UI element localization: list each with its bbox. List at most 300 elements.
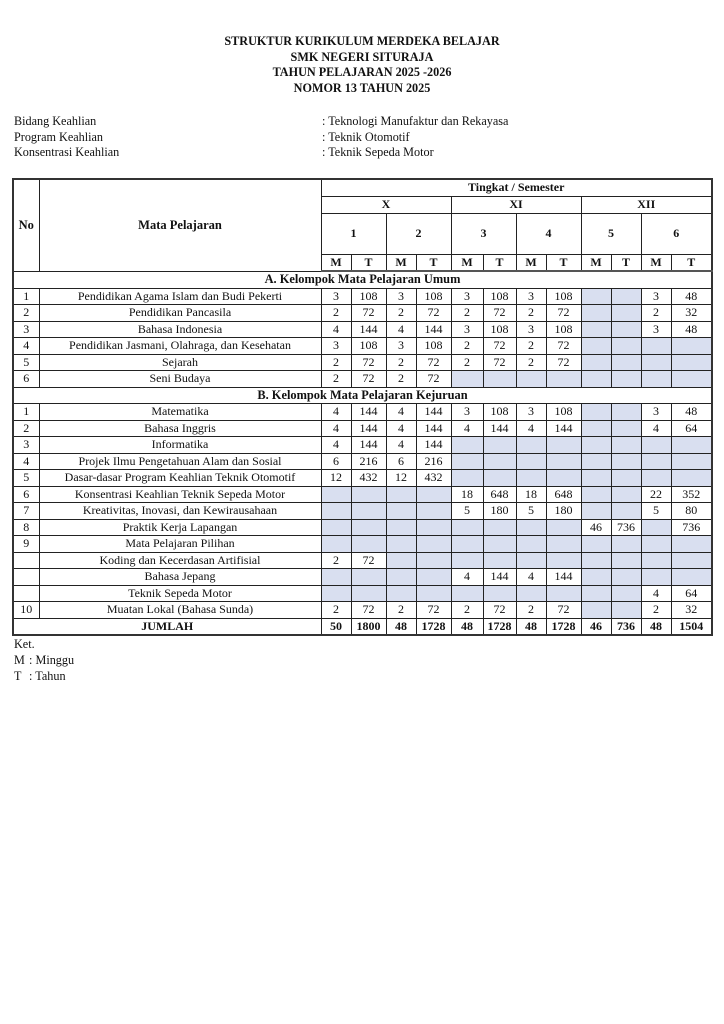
total-cell: 48 <box>451 618 483 635</box>
hours-year-cell: 108 <box>416 338 451 355</box>
hours-year-cell: 144 <box>351 437 386 454</box>
hours-week-cell: 4 <box>386 437 416 454</box>
legend-item <box>14 669 74 685</box>
hours-year-cell: 144 <box>416 420 451 437</box>
hours-year-cell: 32 <box>671 602 712 619</box>
total-cell: 1800 <box>351 618 386 635</box>
subject-name: Pendidikan Jasmani, Olahraga, dan Kesehatan <box>39 338 321 355</box>
hours-year-cell <box>611 338 641 355</box>
hours-year-cell <box>611 503 641 520</box>
hours-week-cell: 4 <box>641 585 671 602</box>
hours-week-cell: 3 <box>451 321 483 338</box>
hours-year-cell <box>483 371 516 388</box>
header-semester: 5 <box>581 213 641 254</box>
hours-year-cell: 144 <box>351 404 386 421</box>
hours-week-cell <box>581 305 611 322</box>
header-grade: XI <box>451 196 581 213</box>
hours-year-cell <box>546 552 581 569</box>
hours-week-cell <box>321 569 351 586</box>
hours-week-cell: 22 <box>641 486 671 503</box>
hours-week-cell: 3 <box>516 321 546 338</box>
hours-year-cell <box>416 503 451 520</box>
hours-week-cell: 2 <box>451 338 483 355</box>
row-number: 2 <box>13 305 39 322</box>
hours-week-cell: 5 <box>516 503 546 520</box>
legend <box>14 637 74 684</box>
hours-week-cell <box>581 420 611 437</box>
hours-year-cell: 352 <box>671 486 712 503</box>
hours-week-cell: 4 <box>321 404 351 421</box>
hours-week-cell: 4 <box>451 420 483 437</box>
hours-year-cell <box>671 569 712 586</box>
hours-week-cell: 3 <box>516 404 546 421</box>
hours-year-cell <box>546 585 581 602</box>
hours-year-cell <box>671 371 712 388</box>
table-row <box>13 437 712 454</box>
header-grade: XII <box>581 196 712 213</box>
hours-year-cell <box>351 585 386 602</box>
legend-value: : Tahun <box>29 668 66 683</box>
hours-week-cell: 18 <box>516 486 546 503</box>
row-number: 6 <box>13 486 39 503</box>
hours-week-cell <box>516 437 546 454</box>
hours-week-cell: 2 <box>386 371 416 388</box>
subject-name: Mata Pelajaran Pilihan <box>39 536 321 553</box>
total-row <box>13 618 712 635</box>
row-number: 3 <box>13 321 39 338</box>
hours-week-cell: 4 <box>321 420 351 437</box>
hours-week-cell <box>581 602 611 619</box>
hours-week-cell: 2 <box>321 602 351 619</box>
table-row <box>13 602 712 619</box>
hours-week-cell <box>386 552 416 569</box>
hours-week-cell: 6 <box>321 453 351 470</box>
group-title: A. Kelompok Mata Pelajaran Umum <box>13 271 712 288</box>
subject-name: Matematika <box>39 404 321 421</box>
subject-name: Informatika <box>39 437 321 454</box>
hours-year-cell: 648 <box>546 486 581 503</box>
hours-week-cell <box>451 470 483 487</box>
hours-week-cell <box>321 585 351 602</box>
hours-year-cell: 180 <box>483 503 516 520</box>
hours-year-cell <box>611 470 641 487</box>
hours-year-cell <box>611 585 641 602</box>
hours-week-cell <box>451 519 483 536</box>
table-row <box>13 536 712 553</box>
info-value: : Teknik Sepeda Motor <box>322 145 434 159</box>
hours-week-cell: 3 <box>386 338 416 355</box>
title-line: TAHUN PELAJARAN 2025 -2026 <box>272 65 452 79</box>
hours-year-cell <box>611 288 641 305</box>
hours-year-cell <box>671 536 712 553</box>
hours-week-cell: 3 <box>321 338 351 355</box>
table-row <box>13 552 712 569</box>
hours-year-cell <box>546 437 581 454</box>
total-cell: 1728 <box>483 618 516 635</box>
hours-week-cell <box>581 371 611 388</box>
hours-year-cell: 72 <box>546 338 581 355</box>
hours-week-cell: 4 <box>321 437 351 454</box>
legend-key: M <box>14 652 25 667</box>
header-t: T <box>483 254 516 271</box>
table-row <box>13 305 712 322</box>
total-cell: 1504 <box>671 618 712 635</box>
hours-week-cell: 2 <box>516 354 546 371</box>
row-number: 4 <box>13 453 39 470</box>
hours-year-cell: 648 <box>483 486 516 503</box>
row-number: 9 <box>13 536 39 553</box>
subject-name: Bahasa Inggris <box>39 420 321 437</box>
subject-name: Bahasa Indonesia <box>39 321 321 338</box>
legend-key: T <box>14 668 22 683</box>
hours-week-cell <box>451 371 483 388</box>
hours-year-cell: 72 <box>416 371 451 388</box>
row-number <box>13 569 39 586</box>
hours-week-cell <box>386 503 416 520</box>
hours-week-cell: 5 <box>451 503 483 520</box>
title-line: NOMOR 13 TAHUN 2025 <box>293 80 431 95</box>
hours-year-cell <box>416 519 451 536</box>
hours-year-cell: 144 <box>483 569 516 586</box>
hours-year-cell <box>351 519 386 536</box>
subject-name: Konsentrasi Keahlian Teknik Sepeda Motor <box>39 486 321 503</box>
hours-year-cell: 108 <box>546 288 581 305</box>
hours-week-cell: 12 <box>386 470 416 487</box>
hours-year-cell: 48 <box>671 321 712 338</box>
row-number: 1 <box>13 404 39 421</box>
subject-name: Kreativitas, Inovasi, dan Kewirausahaan <box>39 503 321 520</box>
hours-year-cell <box>611 321 641 338</box>
hours-year-cell <box>611 371 641 388</box>
hours-week-cell <box>451 437 483 454</box>
table-row <box>13 371 712 388</box>
hours-year-cell: 108 <box>416 288 451 305</box>
hours-week-cell <box>581 503 611 520</box>
hours-year-cell <box>611 536 641 553</box>
legend-value: : Minggu <box>29 652 75 667</box>
hours-year-cell: 108 <box>483 321 516 338</box>
total-cell: 50 <box>321 618 351 635</box>
hours-year-cell <box>546 470 581 487</box>
info-label: Konsentrasi Keahlian <box>14 145 120 159</box>
hours-year-cell <box>611 569 641 586</box>
header-t: T <box>416 254 451 271</box>
hours-week-cell <box>641 437 671 454</box>
hours-week-cell <box>581 470 611 487</box>
hours-year-cell <box>611 453 641 470</box>
hours-year-cell: 72 <box>483 602 516 619</box>
header-grade: X <box>321 196 451 213</box>
hours-week-cell <box>386 585 416 602</box>
row-number: 2 <box>13 420 39 437</box>
header-m: M <box>641 254 671 271</box>
total-cell: 1728 <box>546 618 581 635</box>
hours-year-cell: 144 <box>351 420 386 437</box>
hours-year-cell <box>483 453 516 470</box>
hours-year-cell <box>611 486 641 503</box>
total-cell: 1728 <box>416 618 451 635</box>
hours-week-cell: 4 <box>386 404 416 421</box>
hours-week-cell: 3 <box>641 288 671 305</box>
subject-name: Bahasa Jepang <box>39 569 321 586</box>
row-number: 4 <box>13 338 39 355</box>
hours-week-cell <box>516 519 546 536</box>
hours-year-cell <box>671 453 712 470</box>
hours-week-cell: 2 <box>641 602 671 619</box>
hours-week-cell <box>581 354 611 371</box>
hours-week-cell: 2 <box>386 602 416 619</box>
hours-week-cell <box>581 437 611 454</box>
header-no: No <box>13 179 39 271</box>
row-number: 6 <box>13 371 39 388</box>
hours-year-cell <box>483 585 516 602</box>
table-row <box>13 420 712 437</box>
hours-week-cell <box>581 453 611 470</box>
hours-week-cell: 18 <box>451 486 483 503</box>
subject-name: Muatan Lokal (Bahasa Sunda) <box>39 602 321 619</box>
hours-week-cell <box>386 536 416 553</box>
header-t: T <box>671 254 712 271</box>
hours-week-cell: 2 <box>386 354 416 371</box>
subject-name: Pendidikan Agama Islam dan Budi Pekerti <box>39 288 321 305</box>
info-value: : Teknologi Manufaktur dan Rekayasa <box>322 114 509 128</box>
hours-year-cell: 144 <box>416 321 451 338</box>
hours-year-cell <box>671 354 712 371</box>
header-t: T <box>611 254 641 271</box>
header-m: M <box>321 254 351 271</box>
table-row <box>13 585 712 602</box>
hours-year-cell <box>483 519 516 536</box>
hours-year-cell <box>483 437 516 454</box>
hours-week-cell <box>451 453 483 470</box>
curriculum-table <box>12 178 713 636</box>
hours-year-cell: 144 <box>546 420 581 437</box>
hours-week-cell <box>386 519 416 536</box>
row-number: 1 <box>13 288 39 305</box>
hours-year-cell <box>611 354 641 371</box>
hours-week-cell: 2 <box>321 552 351 569</box>
hours-year-cell <box>546 519 581 536</box>
row-number: 5 <box>13 354 39 371</box>
hours-year-cell: 108 <box>546 321 581 338</box>
hours-year-cell: 72 <box>416 354 451 371</box>
hours-week-cell: 4 <box>321 321 351 338</box>
hours-year-cell: 108 <box>546 404 581 421</box>
hours-week-cell: 12 <box>321 470 351 487</box>
hours-year-cell: 64 <box>671 585 712 602</box>
hours-year-cell: 48 <box>671 288 712 305</box>
hours-week-cell: 2 <box>451 354 483 371</box>
hours-year-cell: 72 <box>351 602 386 619</box>
hours-week-cell <box>321 519 351 536</box>
hours-year-cell: 144 <box>483 420 516 437</box>
hours-year-cell <box>671 552 712 569</box>
hours-week-cell <box>581 288 611 305</box>
hours-week-cell <box>581 338 611 355</box>
table-row <box>13 503 712 520</box>
hours-year-cell <box>671 470 712 487</box>
hours-year-cell <box>416 585 451 602</box>
hours-year-cell: 64 <box>671 420 712 437</box>
group-title: B. Kelompok Mata Pelajaran Kejuruan <box>13 387 712 404</box>
hours-week-cell <box>641 552 671 569</box>
header-semester: 1 <box>321 213 386 254</box>
table-row <box>13 404 712 421</box>
hours-week-cell <box>321 486 351 503</box>
subject-name: Pendidikan Pancasila <box>39 305 321 322</box>
hours-week-cell: 3 <box>321 288 351 305</box>
table-row <box>13 354 712 371</box>
hours-week-cell <box>641 338 671 355</box>
hours-year-cell <box>483 536 516 553</box>
hours-week-cell: 2 <box>641 305 671 322</box>
hours-year-cell: 32 <box>671 305 712 322</box>
subject-name: Seni Budaya <box>39 371 321 388</box>
info-label: Bidang Keahlian <box>14 114 97 128</box>
row-number: 7 <box>13 503 39 520</box>
hours-week-cell <box>581 585 611 602</box>
header-t: T <box>546 254 581 271</box>
hours-week-cell <box>516 371 546 388</box>
hours-year-cell <box>546 536 581 553</box>
hours-year-cell <box>483 470 516 487</box>
hours-week-cell: 3 <box>641 404 671 421</box>
hours-year-cell <box>611 437 641 454</box>
table-row <box>13 569 712 586</box>
hours-week-cell <box>641 470 671 487</box>
row-number: 8 <box>13 519 39 536</box>
hours-year-cell: 144 <box>416 437 451 454</box>
header-semester: 2 <box>386 213 451 254</box>
hours-year-cell <box>351 486 386 503</box>
hours-year-cell: 432 <box>416 470 451 487</box>
document-title <box>0 34 724 96</box>
hours-week-cell <box>641 453 671 470</box>
hours-year-cell <box>351 536 386 553</box>
hours-year-cell: 72 <box>416 602 451 619</box>
hours-week-cell <box>641 569 671 586</box>
total-label: JUMLAH <box>13 618 321 635</box>
hours-year-cell: 72 <box>483 354 516 371</box>
subject-name: Teknik Sepeda Motor <box>39 585 321 602</box>
table-row <box>13 486 712 503</box>
hours-week-cell <box>581 536 611 553</box>
hours-week-cell: 2 <box>451 602 483 619</box>
hours-week-cell: 4 <box>386 321 416 338</box>
group-row <box>13 271 712 288</box>
hours-week-cell: 3 <box>516 288 546 305</box>
hours-week-cell <box>641 519 671 536</box>
hours-week-cell: 5 <box>641 503 671 520</box>
subject-name: Dasar-dasar Program Keahlian Teknik Otomotif <box>39 470 321 487</box>
hours-week-cell <box>581 486 611 503</box>
table-row <box>13 338 712 355</box>
header-m: M <box>581 254 611 271</box>
table-row <box>13 321 712 338</box>
hours-week-cell: 4 <box>516 420 546 437</box>
hours-week-cell <box>641 371 671 388</box>
hours-week-cell <box>451 536 483 553</box>
subject-name: Praktik Kerja Lapangan <box>39 519 321 536</box>
hours-year-cell: 72 <box>351 305 386 322</box>
hours-year-cell: 736 <box>611 519 641 536</box>
hours-year-cell: 432 <box>351 470 386 487</box>
hours-year-cell <box>546 453 581 470</box>
row-number: 10 <box>13 602 39 619</box>
hours-year-cell <box>416 536 451 553</box>
hours-year-cell: 144 <box>351 321 386 338</box>
hours-week-cell: 2 <box>321 354 351 371</box>
hours-year-cell <box>611 305 641 322</box>
header-t: T <box>351 254 386 271</box>
hours-week-cell: 4 <box>516 569 546 586</box>
hours-week-cell <box>581 569 611 586</box>
hours-year-cell <box>483 552 516 569</box>
legend-title: Ket. <box>14 637 35 651</box>
hours-week-cell: 2 <box>451 305 483 322</box>
hours-week-cell <box>581 404 611 421</box>
hours-year-cell: 108 <box>351 338 386 355</box>
header-m: M <box>386 254 416 271</box>
hours-year-cell <box>671 437 712 454</box>
header-semester: 6 <box>641 213 712 254</box>
table-row <box>13 453 712 470</box>
hours-year-cell <box>416 569 451 586</box>
title-line: STRUKTUR KURIKULUM MERDEKA BELAJAR <box>224 34 500 48</box>
hours-year-cell <box>416 552 451 569</box>
table-row <box>13 519 712 536</box>
legend-item <box>14 653 74 669</box>
hours-week-cell <box>516 585 546 602</box>
table-row <box>13 470 712 487</box>
hours-week-cell <box>516 470 546 487</box>
hours-week-cell <box>516 453 546 470</box>
hours-week-cell: 4 <box>386 420 416 437</box>
total-cell: 48 <box>516 618 546 635</box>
header-semester: 3 <box>451 213 516 254</box>
hours-week-cell <box>321 503 351 520</box>
subject-name: Projek Ilmu Pengetahuan Alam dan Sosial <box>39 453 321 470</box>
header-row <box>13 179 712 196</box>
hours-year-cell <box>546 371 581 388</box>
row-number <box>13 552 39 569</box>
hours-week-cell <box>321 536 351 553</box>
hours-year-cell: 108 <box>351 288 386 305</box>
hours-week-cell: 2 <box>516 305 546 322</box>
hours-week-cell <box>451 585 483 602</box>
hours-week-cell <box>581 552 611 569</box>
subject-name: Sejarah <box>39 354 321 371</box>
title-line: SMK NEGERI SITURAJA <box>290 49 434 64</box>
hours-year-cell: 144 <box>546 569 581 586</box>
hours-year-cell: 72 <box>416 305 451 322</box>
hours-year-cell: 216 <box>351 453 386 470</box>
hours-week-cell: 46 <box>581 519 611 536</box>
hours-week-cell <box>641 536 671 553</box>
hours-week-cell <box>581 321 611 338</box>
hours-year-cell: 80 <box>671 503 712 520</box>
hours-year-cell <box>611 420 641 437</box>
header-m: M <box>516 254 546 271</box>
header-m: M <box>451 254 483 271</box>
total-cell: 48 <box>641 618 671 635</box>
hours-week-cell <box>641 354 671 371</box>
subject-name: Koding dan Kecerdasan Artifisial <box>39 552 321 569</box>
hours-week-cell: 2 <box>516 602 546 619</box>
hours-week-cell: 3 <box>451 288 483 305</box>
hours-year-cell <box>671 338 712 355</box>
total-cell: 48 <box>386 618 416 635</box>
